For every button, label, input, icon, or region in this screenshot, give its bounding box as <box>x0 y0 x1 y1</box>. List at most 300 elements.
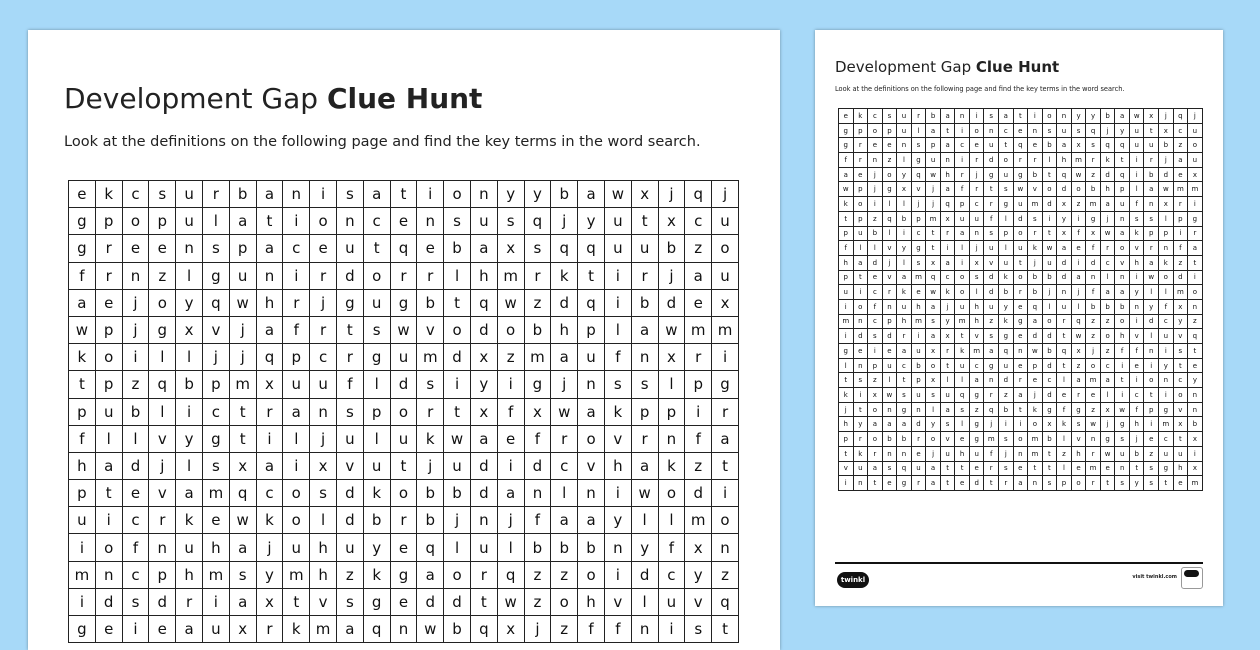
grid-cell: v <box>1174 329 1189 344</box>
grid-cell: a <box>941 182 956 197</box>
grid-cell: r <box>310 317 337 344</box>
grid-cell: l <box>1130 182 1145 197</box>
grid-cell: s <box>123 589 150 616</box>
grid-cell: q <box>685 181 712 208</box>
grid-cell: f <box>498 399 525 426</box>
grid-cell: e <box>391 589 418 616</box>
grid-cell: m <box>1174 182 1189 197</box>
grid-cell: t <box>1159 476 1174 491</box>
grid-cell: a <box>471 235 498 262</box>
grid-cell: e <box>96 290 123 317</box>
grid-cell: w <box>1014 182 1029 197</box>
grid-cell: w <box>605 181 632 208</box>
grid-cell: v <box>685 589 712 616</box>
grid-cell: n <box>257 263 284 290</box>
grid-cell: s <box>912 256 927 271</box>
grid-cell: x <box>1057 227 1072 242</box>
grid-cell: i <box>605 480 632 507</box>
grid-cell: g <box>912 153 927 168</box>
grid-cell: n <box>1115 462 1130 477</box>
grid-cell: y <box>1086 109 1101 124</box>
grid-cell: t <box>1144 124 1159 139</box>
grid-cell: x <box>1072 138 1087 153</box>
grid-cell: s <box>1144 476 1159 491</box>
grid-cell: z <box>1072 359 1087 374</box>
grid-cell: a <box>1057 138 1072 153</box>
grid-cell: a <box>1188 241 1203 256</box>
grid-cell: q <box>955 388 970 403</box>
grid-cell: i <box>1115 388 1130 403</box>
grid-cell: m <box>912 315 927 330</box>
grid-cell: b <box>912 359 927 374</box>
grid-cell: s <box>1043 476 1058 491</box>
grid-cell: d <box>1174 271 1189 286</box>
grid-cell: b <box>1086 182 1101 197</box>
grid-cell: n <box>96 562 123 589</box>
grid-cell: t <box>257 208 284 235</box>
grid-cell: p <box>203 371 230 398</box>
grid-cell: g <box>69 235 96 262</box>
grid-cell: o <box>1086 359 1101 374</box>
word-search-grid <box>838 108 1203 491</box>
grid-cell: t <box>1043 462 1058 477</box>
grid-cell: k <box>897 285 912 300</box>
grid-cell: x <box>970 256 985 271</box>
grid-cell: u <box>471 208 498 235</box>
grid-cell: h <box>1101 182 1116 197</box>
grid-cell: r <box>984 462 999 477</box>
grid-cell: a <box>926 124 941 139</box>
grid-cell: x <box>926 344 941 359</box>
grid-cell: b <box>926 109 941 124</box>
grid-cell: d <box>96 589 123 616</box>
grid-cell: d <box>984 153 999 168</box>
grid-cell: f <box>605 344 632 371</box>
grid-cell: s <box>310 480 337 507</box>
grid-cell: k <box>1101 153 1116 168</box>
grid-cell: l <box>444 534 471 561</box>
grid-cell: e <box>123 480 150 507</box>
grid-cell: r <box>176 589 203 616</box>
grid-cell: p <box>1028 359 1043 374</box>
grid-cell: i <box>69 534 96 561</box>
grid-cell: w <box>659 317 686 344</box>
grid-cell: x <box>685 534 712 561</box>
grid-cell: m <box>984 432 999 447</box>
grid-cell: d <box>1057 182 1072 197</box>
grid-cell: r <box>391 263 418 290</box>
grid-cell: e <box>1130 359 1145 374</box>
grid-cell: s <box>1174 344 1189 359</box>
grid-cell: u <box>1159 329 1174 344</box>
grid-cell: l <box>1159 212 1174 227</box>
grid-cell: l <box>1101 388 1116 403</box>
grid-cell: e <box>839 109 854 124</box>
grid-cell: g <box>1188 212 1203 227</box>
grid-cell: d <box>1014 212 1029 227</box>
title-light: Development Gap <box>835 58 972 76</box>
grid-cell: b <box>868 227 883 242</box>
grid-cell: w <box>1101 227 1116 242</box>
grid-cell: p <box>999 227 1014 242</box>
grid-cell: r <box>970 153 985 168</box>
grid-cell: j <box>839 403 854 418</box>
grid-cell: l <box>897 153 912 168</box>
grid-cell: e <box>685 290 712 317</box>
grid-cell: a <box>1014 476 1029 491</box>
grid-cell: d <box>854 329 869 344</box>
grid-cell: g <box>364 589 391 616</box>
grid-cell: u <box>230 263 257 290</box>
grid-cell: j <box>883 256 898 271</box>
grid-cell: o <box>970 124 985 139</box>
grid-cell: i <box>955 256 970 271</box>
grid-cell: i <box>1115 359 1130 374</box>
grid-cell: d <box>1057 256 1072 271</box>
grid-cell: i <box>1159 344 1174 359</box>
grid-cell: a <box>1144 256 1159 271</box>
grid-cell: d <box>337 480 364 507</box>
grid-cell: t <box>230 399 257 426</box>
grid-cell: m <box>1028 447 1043 462</box>
grid-cell: y <box>578 208 605 235</box>
grid-cell: p <box>149 562 176 589</box>
grid-cell: e <box>149 616 176 643</box>
grid-cell: i <box>868 344 883 359</box>
grid-cell: d <box>337 263 364 290</box>
grid-cell: f <box>685 426 712 453</box>
grid-cell: u <box>632 235 659 262</box>
grid-cell: j <box>1028 388 1043 403</box>
grid-cell: v <box>1115 256 1130 271</box>
grid-cell: o <box>444 317 471 344</box>
grid-cell: z <box>551 562 578 589</box>
grid-cell: w <box>632 480 659 507</box>
grid-cell: x <box>176 317 203 344</box>
grid-cell: o <box>854 300 869 315</box>
grid-cell: g <box>364 344 391 371</box>
grid-cell: i <box>712 480 739 507</box>
grid-cell: n <box>1144 197 1159 212</box>
grid-cell: r <box>854 153 869 168</box>
grid-cell: y <box>498 181 525 208</box>
grid-cell: p <box>283 344 310 371</box>
grid-cell: n <box>1130 300 1145 315</box>
grid-cell: m <box>203 562 230 589</box>
grid-cell: v <box>203 317 230 344</box>
grid-cell: j <box>498 507 525 534</box>
grid-cell: x <box>632 181 659 208</box>
grid-cell: r <box>417 263 444 290</box>
grid-cell: o <box>955 285 970 300</box>
grid-cell: p <box>839 227 854 242</box>
grid-cell: v <box>1072 432 1087 447</box>
grid-cell: j <box>1101 212 1116 227</box>
grid-cell: r <box>632 263 659 290</box>
grid-cell: t <box>1188 256 1203 271</box>
grid-cell: d <box>970 476 985 491</box>
grid-cell: a <box>926 462 941 477</box>
grid-cell: i <box>854 388 869 403</box>
grid-cell: k <box>999 271 1014 286</box>
grid-cell: b <box>417 480 444 507</box>
grid-cell: p <box>1057 476 1072 491</box>
grid-cell: i <box>498 371 525 398</box>
grid-cell: a <box>176 616 203 643</box>
grid-cell: n <box>605 534 632 561</box>
grid-cell: y <box>605 507 632 534</box>
grid-cell: z <box>1101 315 1116 330</box>
grid-cell: o <box>868 124 883 139</box>
grid-cell: x <box>471 344 498 371</box>
grid-cell: s <box>417 371 444 398</box>
grid-cell: i <box>1188 271 1203 286</box>
grid-cell: y <box>471 371 498 398</box>
grid-cell: a <box>283 399 310 426</box>
grid-cell: j <box>926 197 941 212</box>
grid-cell: d <box>984 285 999 300</box>
grid-cell: s <box>941 417 956 432</box>
grid-cell: a <box>578 507 605 534</box>
grid-cell: p <box>1144 403 1159 418</box>
grid-cell: c <box>123 507 150 534</box>
grid-cell: o <box>1072 182 1087 197</box>
grid-cell: s <box>203 235 230 262</box>
grid-cell: t <box>839 447 854 462</box>
grid-cell: u <box>1144 138 1159 153</box>
grid-cell: u <box>176 208 203 235</box>
grid-cell: w <box>551 399 578 426</box>
grid-cell: e <box>970 138 985 153</box>
grid-cell: r <box>310 263 337 290</box>
grid-cell: w <box>391 317 418 344</box>
grid-cell: h <box>69 453 96 480</box>
grid-cell: k <box>854 109 869 124</box>
grid-cell: b <box>1144 168 1159 183</box>
word-search-grid <box>68 180 739 643</box>
grid-cell: k <box>96 181 123 208</box>
grid-cell: b <box>1043 344 1058 359</box>
grid-cell: a <box>230 589 257 616</box>
grid-cell: y <box>1130 285 1145 300</box>
grid-cell: j <box>1043 285 1058 300</box>
grid-cell: y <box>176 426 203 453</box>
grid-cell: p <box>578 317 605 344</box>
grid-cell: j <box>1072 285 1087 300</box>
grid-cell: o <box>1159 271 1174 286</box>
grid-cell: l <box>926 403 941 418</box>
grid-cell: k <box>364 562 391 589</box>
grid-cell: x <box>1174 417 1189 432</box>
grid-cell: u <box>970 212 985 227</box>
grid-cell: q <box>417 534 444 561</box>
grid-cell: j <box>659 263 686 290</box>
grid-cell: w <box>1130 109 1145 124</box>
grid-cell: b <box>444 480 471 507</box>
grid-cell: o <box>659 480 686 507</box>
grid-cell: b <box>1101 109 1116 124</box>
grid-cell: i <box>868 197 883 212</box>
grid-cell: e <box>1144 432 1159 447</box>
grid-cell: n <box>1086 432 1101 447</box>
grid-cell: o <box>712 507 739 534</box>
grid-cell: d <box>1101 168 1116 183</box>
grid-cell: k <box>1028 403 1043 418</box>
grid-cell: k <box>551 263 578 290</box>
grid-cell: m <box>69 562 96 589</box>
grid-cell: v <box>883 271 898 286</box>
grid-cell: u <box>1188 124 1203 139</box>
grid-cell: o <box>1014 271 1029 286</box>
grid-cell: r <box>941 344 956 359</box>
grid-cell: v <box>883 241 898 256</box>
grid-cell: s <box>337 181 364 208</box>
grid-cell: l <box>1159 285 1174 300</box>
grid-cell: u <box>337 426 364 453</box>
grid-cell: z <box>1174 256 1189 271</box>
grid-cell: t <box>1014 109 1029 124</box>
grid-cell: s <box>883 462 898 477</box>
grid-cell: r <box>96 263 123 290</box>
grid-cell: k <box>1130 227 1145 242</box>
grid-cell: i <box>1072 256 1087 271</box>
grid-cell: f <box>984 447 999 462</box>
grid-cell: x <box>525 399 552 426</box>
grid-cell: o <box>926 359 941 374</box>
grid-cell: f <box>283 317 310 344</box>
grid-cell: c <box>203 399 230 426</box>
grid-cell: e <box>1188 359 1203 374</box>
grid-cell: l <box>1043 153 1058 168</box>
grid-cell: g <box>1086 212 1101 227</box>
grid-cell: j <box>868 168 883 183</box>
grid-cell: r <box>283 290 310 317</box>
grid-cell: a <box>257 235 284 262</box>
grid-cell: q <box>230 480 257 507</box>
grid-cell: x <box>257 371 284 398</box>
grid-cell: f <box>1072 227 1087 242</box>
grid-cell: i <box>1130 271 1145 286</box>
grid-cell: i <box>1144 417 1159 432</box>
grid-cell: z <box>1086 403 1101 418</box>
grid-cell: n <box>1188 403 1203 418</box>
grid-cell: o <box>364 263 391 290</box>
grid-cell: x <box>498 616 525 643</box>
grid-cell: j <box>230 317 257 344</box>
grid-cell: a <box>471 426 498 453</box>
grid-cell: u <box>1115 197 1130 212</box>
grid-cell: e <box>1101 462 1116 477</box>
grid-cell: h <box>176 562 203 589</box>
grid-cell: d <box>525 453 552 480</box>
grid-cell: a <box>1101 285 1116 300</box>
grid-cell: g <box>337 290 364 317</box>
grid-cell: e <box>854 344 869 359</box>
grid-cell: l <box>897 197 912 212</box>
grid-cell: i <box>1188 447 1203 462</box>
grid-cell: l <box>941 373 956 388</box>
grid-cell: p <box>926 138 941 153</box>
grid-cell: h <box>471 263 498 290</box>
grid-cell: i <box>96 507 123 534</box>
grid-cell: t <box>391 453 418 480</box>
grid-cell: e <box>1086 388 1101 403</box>
grid-cell: e <box>854 168 869 183</box>
grid-cell: v <box>578 453 605 480</box>
grid-cell: k <box>69 344 96 371</box>
grid-cell: q <box>1188 329 1203 344</box>
grid-cell: j <box>659 181 686 208</box>
grid-cell: y <box>632 534 659 561</box>
grid-cell: b <box>1086 300 1101 315</box>
grid-cell: z <box>1188 315 1203 330</box>
grid-cell: e <box>1174 476 1189 491</box>
grid-cell: a <box>578 181 605 208</box>
grid-cell: p <box>364 399 391 426</box>
grid-cell: t <box>984 476 999 491</box>
grid-cell: n <box>1188 300 1203 315</box>
grid-cell: o <box>498 317 525 344</box>
grid-cell: c <box>1174 373 1189 388</box>
grid-cell: i <box>839 476 854 491</box>
grid-cell: x <box>1101 403 1116 418</box>
grid-cell: c <box>310 344 337 371</box>
grid-cell: m <box>1086 197 1101 212</box>
grid-cell: a <box>926 476 941 491</box>
grid-cell: u <box>984 241 999 256</box>
grid-cell: e <box>1072 241 1087 256</box>
grid-cell: g <box>203 426 230 453</box>
footer-visit-link[interactable]: visit twinkl.com <box>1132 574 1177 580</box>
grid-cell: a <box>1101 373 1116 388</box>
grid-cell: p <box>685 371 712 398</box>
grid-cell: y <box>1159 359 1174 374</box>
grid-cell: u <box>176 534 203 561</box>
grid-cell: h <box>970 315 985 330</box>
grid-cell: g <box>1014 315 1029 330</box>
grid-cell: r <box>955 168 970 183</box>
grid-cell: i <box>283 263 310 290</box>
grid-cell: t <box>868 476 883 491</box>
grid-cell: k <box>1159 256 1174 271</box>
grid-cell: g <box>391 290 418 317</box>
grid-cell: h <box>310 534 337 561</box>
grid-cell: w <box>926 285 941 300</box>
grid-cell: q <box>578 290 605 317</box>
grid-cell: q <box>1057 168 1072 183</box>
grid-cell: s <box>999 432 1014 447</box>
grid-cell: e <box>1057 388 1072 403</box>
grid-cell: a <box>897 271 912 286</box>
grid-cell: j <box>970 241 985 256</box>
grid-cell: s <box>1086 138 1101 153</box>
grid-cell: g <box>970 417 985 432</box>
grid-cell: u <box>1115 447 1130 462</box>
grid-cell: x <box>897 182 912 197</box>
grid-cell: i <box>283 453 310 480</box>
grid-cell: u <box>941 447 956 462</box>
grid-cell: j <box>1159 109 1174 124</box>
grid-cell: t <box>1043 168 1058 183</box>
grid-cell: l <box>955 241 970 256</box>
grid-cell: e <box>498 426 525 453</box>
grid-cell: e <box>391 534 418 561</box>
grid-cell: z <box>123 371 150 398</box>
grid-cell: j <box>1130 432 1145 447</box>
grid-cell: v <box>149 426 176 453</box>
grid-cell: j <box>926 447 941 462</box>
grid-cell: t <box>1115 153 1130 168</box>
